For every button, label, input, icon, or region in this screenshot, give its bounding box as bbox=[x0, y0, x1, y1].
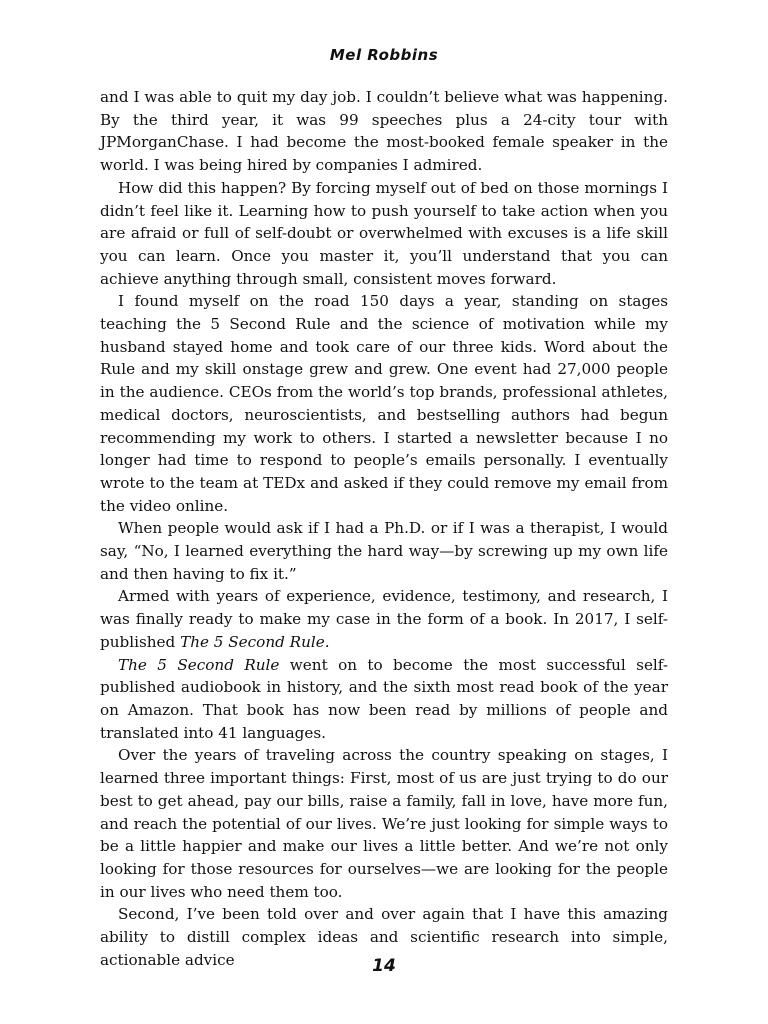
paragraph-4 bbox=[100, 517, 668, 585]
paragraph-text: Over the years of traveling across the country speaking on stages, I learned three important things: First, most of us are just trying to do our best to get ahead, pay our bills, raise a family, fall in love, have more fun, and reach the potential of our lives. We’re just looking for simple ways to be a little happier and make our lives a little better. And we’re not only looking for those resources for ourselves—we are looking for the people in our lives who need them too. bbox=[100, 746, 668, 901]
paragraph-7 bbox=[100, 744, 668, 903]
body-text bbox=[100, 86, 668, 971]
book-title-italic: The 5 Second Rule bbox=[180, 632, 325, 651]
running-head-title: Mel Robbins bbox=[329, 46, 439, 64]
paragraph-text: I found myself on the road 150 days a year, standing on stages teaching the 5 Second Rule and the science of motivation while my husband stayed home and took care of our three kids. Word about the Rule and my skill onstage grew and grew. One event had 27,000 people in the audience. CEOs from the world’s top brands, professional athletes, medical doctors, neuroscientists, and bestselling authors had begun recommending my work to others. I started a newsletter because I no longer had time to respond to people’s emails personally. I eventually wrote to the team at TEDx and asked if they could remove my email from the video online. bbox=[100, 292, 668, 515]
paragraph-text: and I was able to quit my day job. I couldn’t believe what was happening. By the third year, it was 99 speeches plus a 24-city tour with JPMorganChase. I had become the most-booked female speaker in the world. I was being hired by companies I admired. bbox=[100, 88, 668, 175]
paragraph-text: How did this happen? By forcing myself out of bed on those mornings I didn’t feel like it. Learning how to push yourself to take action when you are afraid or full of self-doubt or overwhelmed with excuses is a life skill you can learn. Once you master it, you’ll understand that you can achieve anything through small, consistent moves forward. bbox=[100, 178, 668, 288]
paragraph-text: When people would ask if I had a Ph.D. or if I was a therapist, I would say, “No, I learned everything the hard way—by screwing up my own life and then having to fix it.” bbox=[100, 519, 668, 583]
page-number: 14 bbox=[372, 956, 396, 976]
paragraph-text: went on to become the most successful self-published audiobook in history, and the sixth most read book of the year on Amazon. That book has now been read by millions of people and translated into 41 languages. bbox=[100, 655, 668, 742]
paragraph-text: Armed with years of experience, evidence, testimony, and research, I was finally ready to make my case in the form of a book. In 2017, I self-published bbox=[100, 587, 668, 651]
paragraph-2 bbox=[100, 177, 668, 291]
paragraph-6 bbox=[100, 654, 668, 745]
paragraph-text: Second, I’ve been told over and over again that I have this amazing ability to distill complex ideas and scientific research into simple, actionable advice bbox=[100, 905, 668, 969]
book-title-italic: The 5 Second Rule bbox=[118, 655, 280, 674]
paragraph-3 bbox=[100, 290, 668, 517]
paragraph-text: . bbox=[324, 632, 330, 651]
paragraph-5 bbox=[100, 585, 668, 653]
paragraph-1 bbox=[100, 86, 668, 177]
